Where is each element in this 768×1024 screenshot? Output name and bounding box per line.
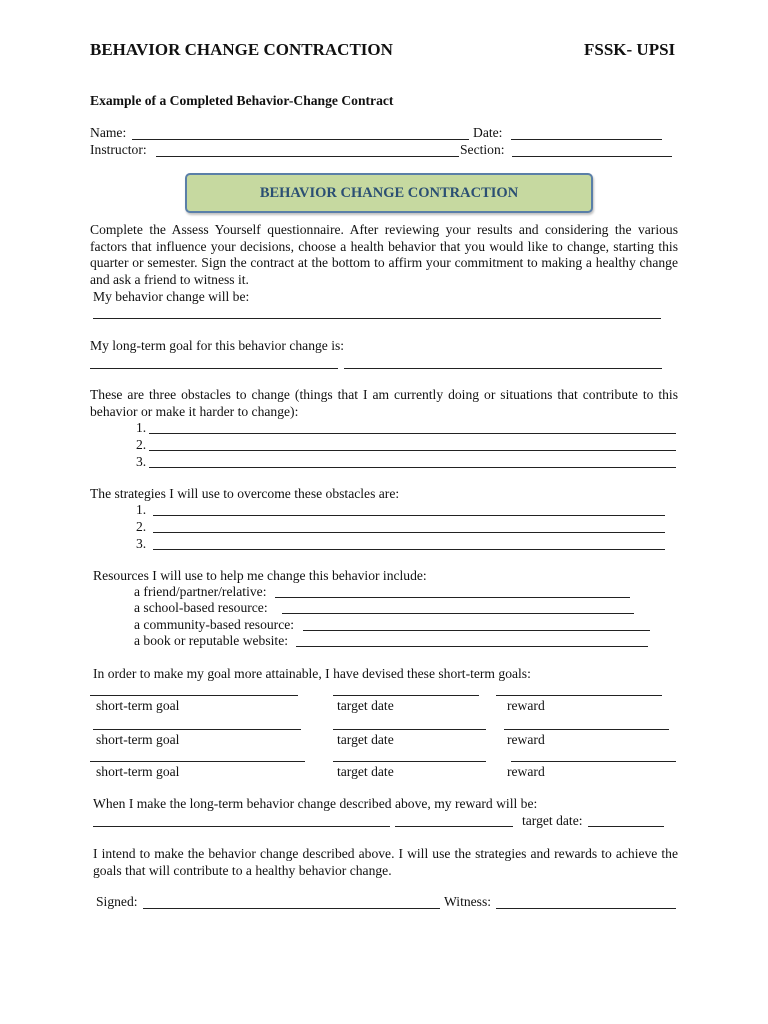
reward-prompt: When I make the long-term behavior change described above, my reward will be: xyxy=(93,796,538,811)
long-term-goal-label: My long-term goal for this behavior change is: xyxy=(90,338,345,353)
short-term-goal-label: short-term goal xyxy=(96,732,180,747)
reward-target-date-field[interactable] xyxy=(588,826,664,827)
strategy-number: 1. xyxy=(136,502,147,517)
short-term-goal-label: short-term goal xyxy=(96,698,180,713)
witness-label: Witness: xyxy=(444,894,492,909)
witness-field[interactable] xyxy=(496,908,676,909)
behavior-change-field[interactable] xyxy=(93,318,661,319)
resource-community-field[interactable] xyxy=(303,630,650,631)
reward-label: reward xyxy=(507,764,545,779)
obstacle-field-3[interactable] xyxy=(149,467,676,468)
signed-label: Signed: xyxy=(96,894,138,909)
reward-field[interactable] xyxy=(93,826,390,827)
target-date-label: target date xyxy=(337,732,394,747)
strategies-prompt: The strategies I will use to overcome these obstacles are: xyxy=(90,486,400,501)
commitment-paragraph: I intend to make the behavior change described above. I will use the strategies and rewards to achieve the goals that will contribute to a healthy behavior change. xyxy=(93,846,678,878)
resource-community-label: a community-based resource: xyxy=(134,617,295,632)
resource-book-label: a book or reputable website: xyxy=(134,633,289,648)
strategy-field-2[interactable] xyxy=(153,532,665,533)
short-term-goal-field-1[interactable] xyxy=(90,695,298,696)
obstacle-number: 3. xyxy=(136,454,147,469)
section-field[interactable] xyxy=(512,156,672,157)
reward-extra-field[interactable] xyxy=(395,826,513,827)
target-date-field-2[interactable] xyxy=(333,729,486,730)
obstacles-prompt: These are three obstacles to change (things that I am currently doing or situations that contribute to this behavior or make it harder to change): xyxy=(90,387,678,419)
signature-field[interactable] xyxy=(143,908,440,909)
short-term-goal-field-2[interactable] xyxy=(93,729,301,730)
reward-target-date-label: target date: xyxy=(522,813,583,828)
strategy-number: 2. xyxy=(136,519,147,534)
section-label: Section: xyxy=(460,142,505,157)
name-field[interactable] xyxy=(132,139,469,140)
target-date-field-3[interactable] xyxy=(333,761,486,762)
instructor-label: Instructor: xyxy=(90,142,147,157)
short-term-prompt: In order to make my goal more attainable, I have devised these short-term goals: xyxy=(93,666,531,681)
resource-school-field[interactable] xyxy=(282,613,634,614)
intro-paragraph: Complete the Assess Yourself questionnaire. After reviewing your results and considering the various factors that influence your decisions, choose a health behavior that you would like to change, starting this quarter or semester. Sign the contract at the bottom to affirm your commitment to making a healthy change and ask a friend to witness it. xyxy=(90,222,678,287)
instructor-field[interactable] xyxy=(156,156,459,157)
reward-field-3[interactable] xyxy=(511,761,676,762)
strategy-number: 3. xyxy=(136,536,147,551)
name-label: Name: xyxy=(90,125,127,140)
obstacle-field-2[interactable] xyxy=(149,450,676,451)
strategy-field-1[interactable] xyxy=(153,515,665,516)
long-term-goal-field-2[interactable] xyxy=(344,368,662,369)
short-term-goal-field-3[interactable] xyxy=(90,761,305,762)
resources-prompt: Resources I will use to help me change this behavior include: xyxy=(93,568,427,583)
reward-field-1[interactable] xyxy=(496,695,662,696)
section-banner: BEHAVIOR CHANGE CONTRACTION xyxy=(185,173,593,213)
short-term-goal-label: short-term goal xyxy=(96,764,180,779)
date-label: Date: xyxy=(473,125,503,140)
behavior-change-label: My behavior change will be: xyxy=(93,289,250,304)
document-title: BEHAVIOR CHANGE CONTRACTION xyxy=(90,40,393,59)
strategy-field-3[interactable] xyxy=(153,549,665,550)
organization-label: FSSK- UPSI xyxy=(584,40,676,59)
resource-friend-field[interactable] xyxy=(275,597,630,598)
reward-field-2[interactable] xyxy=(504,729,669,730)
date-field[interactable] xyxy=(511,139,662,140)
target-date-label: target date xyxy=(337,764,394,779)
reward-label: reward xyxy=(507,698,545,713)
reward-label: reward xyxy=(507,732,545,747)
resource-school-label: a school-based resource: xyxy=(134,600,268,615)
target-date-label: target date xyxy=(337,698,394,713)
obstacle-number: 2. xyxy=(136,437,147,452)
long-term-goal-field-1[interactable] xyxy=(90,368,338,369)
document-subtitle: Example of a Completed Behavior-Change Contract xyxy=(90,93,394,108)
resource-friend-label: a friend/partner/relative: xyxy=(134,584,267,599)
obstacle-number: 1. xyxy=(136,420,147,435)
obstacle-field-1[interactable] xyxy=(149,433,676,434)
resource-book-field[interactable] xyxy=(296,646,648,647)
target-date-field-1[interactable] xyxy=(333,695,479,696)
